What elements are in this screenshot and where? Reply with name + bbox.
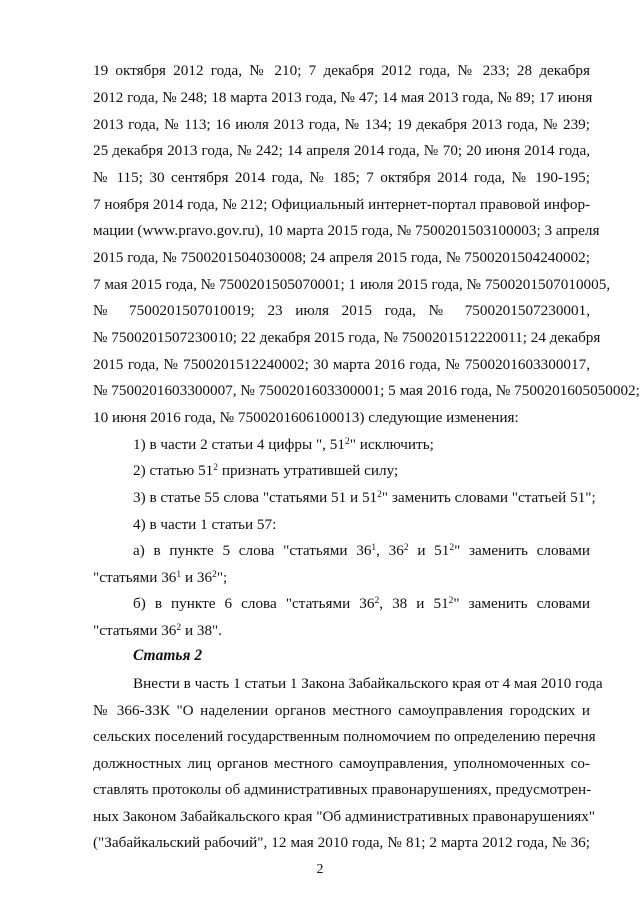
text-line: 2015 года, № 7500201512240002; 30 марта 2016 года, № 7500201603300017, <box>93 356 590 373</box>
page-number: 2 <box>316 862 324 877</box>
text-line: Внести в часть 1 статьи 1 Закона Забайкальского края от 4 мая 2010 года <box>133 675 603 692</box>
list-subitem: а) в пункте 5 слова "статьями $36^1$, $36^2$ и $51^2$" заменить словами <box>133 542 590 559</box>
article-heading: Статья 2 <box>133 647 203 664</box>
list-item: 1) в части 2 статьи 4 цифры ", $51^2$" исключить; <box>133 436 434 453</box>
text-line: сельских поселений государственным полномочием по определению перечня <box>93 728 596 745</box>
text-line: 7 мая 2015 года, № 7500201505070001; 1 июля 2015 года, № 7500201507010005, <box>93 276 611 293</box>
text-line: 19 октября 2012 года, № 210; 7 декабря 2012 года, № 233; 28 декабря <box>93 62 590 79</box>
text-line: № 7500201507230010; 22 декабря 2015 года, № 7500201512220011; 24 декабря <box>93 329 601 346</box>
list-subitem: б) в пункте 6 слова "статьями $36^2$, 38 и $51^2$" заменить словами <box>133 595 590 612</box>
list-item: 2) статью $51^2$ признать утратившей силу; <box>133 462 399 479</box>
text-line: мации (www.pravo.gov.ru), 10 марта 2015 года, № 7500201503100003; 3 апреля <box>93 222 600 239</box>
text-line: 2013 года, № 113; 16 июля 2013 года, № 134; 19 декабря 2013 года, № 239; <box>93 116 590 133</box>
text-line: 2015 года, № 7500201504030008; 24 апреля 2015 года, № 7500201504240002; <box>93 249 590 266</box>
text-line: ставлять протоколы об административных правонарушениях, предусмотрен- <box>93 781 592 798</box>
list-subitem-continuation: "статьями $36^2$ и 38". <box>93 622 223 639</box>
list-item: 3) в статье 55 слова "статьями 51 и $51^2$" заменить словами "статьей 51"; <box>133 489 596 506</box>
text-line: ных Законом Забайкальского края "Об административных правонарушениях" <box>93 808 596 825</box>
text-line: 2012 года, № 248; 18 марта 2013 года, № 47; 14 мая 2013 года, № 89; 17 июня <box>93 89 593 106</box>
list-item: 4) в части 1 статьи 57: <box>133 516 277 533</box>
text-line: 25 декабря 2013 года, № 242; 14 апреля 2014 года, № 70; 20 июня 2014 года, <box>93 142 590 159</box>
text-line: 10 июня 2016 года, № 7500201606100013) следующие изменения: <box>93 409 519 426</box>
list-subitem-continuation: "статьями $36^1$ и $36^2$"; <box>93 569 228 586</box>
text-line: ("Забайкальский рабочий", 12 мая 2010 года, № 81; 2 марта 2012 года, № 36; <box>93 834 590 851</box>
text-line: № 115; 30 сентября 2014 года, № 185; 7 октября 2014 года, № 190-195; <box>93 169 590 186</box>
text-line: 7 ноября 2014 года, № 212; Официальный интернет-портал правовой инфор- <box>93 196 591 213</box>
text-line: № 7500201603300007, № 7500201603300001; 5 мая 2016 года, № 7500201605050002; <box>93 382 640 399</box>
text-line: должностных лиц органов местного самоуправления, уполномоченных со- <box>93 755 590 772</box>
text-line: № 7500201507010019; 23 июля 2015 года, № 7500201507230001, <box>93 302 590 319</box>
text-line: № 366-ЗЗК "О наделении органов местного самоуправления городских и <box>93 702 590 719</box>
